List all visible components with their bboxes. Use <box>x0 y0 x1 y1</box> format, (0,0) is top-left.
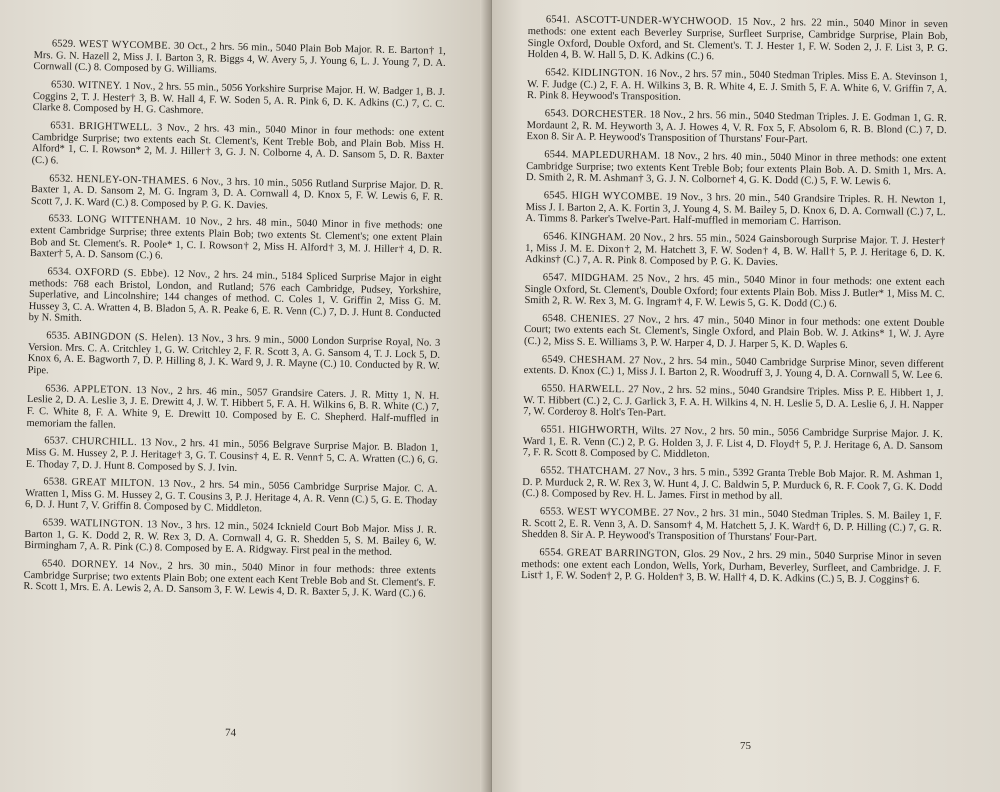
peal-number: 6552. <box>540 465 565 477</box>
peal-entry <box>523 383 943 424</box>
peal-number: 6539. <box>42 517 67 529</box>
peal-entry <box>23 558 436 601</box>
peal-details: 20 Nov., 2 hrs. 55 min., 5024 Gainsborough Surprise Major. T. J. Hester† 1, Miss J. M. E. Dixon† 2, M. Hatchett 3, F. W. Soden† 4, B. W. Hall† 5, P. J. Heritage 6, D. K. Adkins† (C.) 7, A. R. Pink 8. Composed by P. G. K. Davies. <box>524 231 946 269</box>
peal-place: THATCHAM. <box>567 465 632 478</box>
peal-entry <box>33 38 446 81</box>
peal-details: 27 Nov., 2 hrs. 52 mins., 5040 Grandsire Triples. Miss P. E. Hibbert 1, J. W. T. Hibbert (C.) 2, C. J. Garlick 3, F. A. H. Wilkins 4, N. H. Leslie 5, D. A. Leslie 6, J. H. Napper 7, W. Corderoy 8. Holt's Ten-Part. <box>523 384 944 420</box>
peal-entry <box>31 172 444 215</box>
peal-entry <box>30 213 443 267</box>
peal-entry <box>522 465 942 506</box>
peal-place: LONG WITTENHAM. <box>76 214 182 228</box>
peal-number: 6553. <box>539 505 565 518</box>
peal-entry <box>521 547 941 588</box>
peal-entry <box>24 517 437 560</box>
peal-details: 27 Nov., 2 hrs. 47 min., 5040 Minor in four methods: one extent Double Court; two extents each St. Clement's, Single Oxford, and Plain Bob. W. J. Atkins* 1, W. J. Ayre (C.) 2, Miss S. E. Williams 3, P. W. Harper 4, D. J. Harper 5, K. D. Waples 6. <box>523 313 945 352</box>
peal-number: 6551. <box>540 424 566 436</box>
peal-entry <box>525 231 945 272</box>
left-page <box>0 0 488 792</box>
peal-entry <box>28 330 441 384</box>
peal-number: 6547. <box>542 271 567 284</box>
peal-number: 6540. <box>41 558 66 570</box>
peal-place: BRIGHTWELL. <box>78 120 153 134</box>
peal-details: Wilts. 27 Nov., 2 hrs. 50 min., 5056 Cambridge Surprise Major. J. K. Ward 1, E. R. Venn (C.) 2, P. G. Holden 3, J. F. List 4, D. Floyd† 5, P. J. Heritage 6, A. D. Sansom 7, F. R. Scott 8. Composed by C. Middleton. <box>522 425 943 461</box>
peal-details: 16 Nov., 2 hrs. 57 min., 5040 Stedman Triples. Miss E. A. Stevinson 1, W. F. Judge (C.) 2, F. A. H. Wilkins 3, B. R. White 4, E. J. Smith 5, F. A. White 6, V. Griffin 7, A. R. Pink 8. Heywood's Transposition. <box>526 68 948 104</box>
page-number: 75 <box>740 740 751 752</box>
peal-number: 6531. <box>50 120 75 132</box>
peal-entry <box>29 266 442 332</box>
peal-number: 6530. <box>50 79 76 91</box>
peal-number: 6536. <box>45 383 70 395</box>
page-number: 74 <box>224 726 237 740</box>
peal-entry <box>526 108 946 149</box>
peal-place: OXFORD (S. Ebbe). <box>75 266 170 280</box>
peal-number: 6550. <box>541 383 566 395</box>
peal-details: 10 Nov., 2 hrs. 48 min., 5040 Minor in five methods: one extent Cambridge Surprise; three extents Plain Bob; two extents St. Clement's; one extent Plain Bob and St. Clement's. R. Poole* 1, C. I. Rowson† 2, Miss H. Alford† 3, M. J. Hiller† 4, D. R. Baxter† 5, A. D. Sansom (C.) 6. <box>29 216 443 262</box>
peal-entry <box>524 313 944 354</box>
peal-place: CHENIES. <box>570 313 620 325</box>
peal-number: 6543. <box>544 107 569 120</box>
right-page-column <box>521 14 948 593</box>
peal-number: 6542. <box>545 66 570 79</box>
peal-place: HIGHWORTH, <box>568 424 639 437</box>
peal-place: APPLETON. <box>73 383 132 396</box>
peal-entry <box>33 79 446 122</box>
peal-entry <box>525 190 945 231</box>
peal-details: 13 Nov., 2 hrs. 46 min., 5057 Grandsire Caters. J. R. Mitty 1, N. H. Leslie 2, D. A. Leslie 3, J. E. Drewitt 4, J. W. T. Hibbert 5, F. A. H. Wilkins 6, B. R. White (C.) 7, F. C. White 8, F. A. White 9, E. Drewitt 10. Composed by E. C. Shepherd. Half-muffled in memoriam the fallen. <box>26 384 440 431</box>
peal-place: ASCOTT-UNDER-WYCHWOOD. <box>575 14 733 28</box>
peal-entry <box>32 120 445 174</box>
peal-details: 6 Nov., 3 hrs. 10 min., 5056 Rutland Surprise Major. D. R. Baxter 1, A. D. Sansom 2, M. G. Ingram 3, D. A. Cornwall 4, D. Knox 5, F. W. Lewis 6, F. R. Scott 7, J. K. Ward (C.) 8. Composed by P. G. K. Davies. <box>30 175 444 212</box>
peal-number: 6541. <box>545 14 571 26</box>
peal-details: 27 Nov., 3 hrs. 5 min., 5392 Granta Treble Bob Major. R. M. Ashman 1, D. P. Murduck 2, R. W. Rex 3, W. Hunt 4, J. C. Baldwin 5, P. Murduck 6, R. F. Cook 7, G. K. Dodd (C.) 8. Composed by Rev. H. L. James. First in method by all. <box>522 466 943 503</box>
peal-number: 6554. <box>539 546 564 559</box>
peal-entry <box>523 424 943 465</box>
peal-number: 6537. <box>44 435 69 448</box>
peal-details: 27 Nov., 2 hrs. 54 min., 5040 Cambridge Surprise Minor, seven different extents. D. Knox (C.) 1, Miss J. I. Barton 2, R. Woodruff 3, J. Young 4, D. A. Cornwall 5, W. Lee 6. <box>523 354 944 382</box>
peal-place: DORCHESTER. <box>571 108 647 121</box>
peal-details: 14 Nov., 2 hrs. 30 min., 5040 Minor in four methods: three extents Cambridge Surprise; two extents Plain Bob; one extent each Kent Treble Bob and St. Clement's. F. R. Scott 1, Mrs. E. A. Lewis 2, A. D. Sansom 3, F. W. Lewis 4, D. R. Baxter 5, J. K. Ward (C.) 6. <box>23 560 436 601</box>
peal-details: 18 Nov., 2 hrs. 40 min., 5040 Minor in three methods: one extent Cambridge Surprise; two extents Kent Treble Bob; four extents Plain Bob. A. D. Smith 1, Mrs. A. D. Smith 2, R. M. Ashman† 3, G. J. N. Colborne† 4, G. K. Dodd (C.) 5, F. W. Lewis 6. <box>525 150 947 188</box>
peal-place: WITNEY. <box>77 79 123 92</box>
peal-place: KIDLINGTON. <box>572 67 644 80</box>
peal-place: HIGH WYCOMBE. <box>571 190 663 203</box>
peal-details: 13 Nov., 2 hrs. 41 min., 5056 Belgrave Surprise Major. B. Bladon 1, Miss G. M. Hussey 2, P. J. Heritage† 3, G. T. Cousins† 4, E. R. Venn† 5, C. A. Wratten (C.) 6, G. E. Thoday 7, D. J. Hunt 8. Composed by S. J. Ivin. <box>25 437 439 474</box>
peal-place: WATLINGTON. <box>69 518 144 531</box>
peal-place: ABINGDON (S. Helen). <box>73 331 185 345</box>
peal-place: CHESHAM. <box>569 354 626 366</box>
peal-number: 6545. <box>543 189 568 202</box>
left-page-column <box>23 38 446 607</box>
right-page <box>492 0 1000 792</box>
peal-details: 12 Nov., 2 hrs. 24 min., 5184 Spliced Surprise Major in eight methods: 768 each Bristol, London, and Rutland; 576 each Cambridge, Pudsey, Yorkshire, Superlative, and Lincolnshire; 144 changes of method. C. Coles 1, V. Griffin 2, Miss G. M. Hussey 3, C. A. Wratten 4, B. Bladon 5, A. R. Peake 6, E. R. Venn (C.) 7, D. J. Hunt 8. Conducted by N. Smith. <box>28 268 442 325</box>
peal-number: 6534. <box>47 266 72 278</box>
peal-details: 18 Nov., 2 hrs. 56 min., 5040 Stedman Triples. J. E. Godman 1, G. R. Mordaunt 2, R. M. Heyworth 3, A. J. Howes 4, V. R. Fox 5, F. Absolom 6, R. B. Blond (C.) 7, D. Exon 8. Sir A. P. Heywood's Transposition of Thurstans' Four-Part. <box>526 109 947 146</box>
peal-details: 15 Nov., 2 hrs. 22 min., 5040 Minor in seven methods: one extent each Beverley Surprise, Surfleet Surprise, Cambridge Surprise, Plain Bob, Single Oxford, Double Oxford, and St. Clement's. T. J. Hester 1, F. W. Soden 2, J. F. List 3, P. G. Holden 4, B. W. Hall 5, D. K. Adkins (C.) 6. <box>527 16 948 63</box>
peal-place: WEST WYCOMBE. <box>78 38 171 52</box>
peal-place: GREAT BARRINGTON, <box>566 547 681 560</box>
peal-number: 6538. <box>43 476 68 489</box>
peal-place: DORNEY. <box>71 559 119 571</box>
peal-place: MAPLEDURHAM. <box>571 149 661 162</box>
peal-number: 6549. <box>541 353 566 366</box>
peal-entry <box>526 149 946 190</box>
peal-entry <box>527 67 947 108</box>
peal-entry <box>26 383 439 437</box>
peal-number: 6548. <box>542 312 567 325</box>
peal-place: WEST WYCOMBE. <box>567 506 660 519</box>
peal-details: 19 Nov., 3 hrs. 20 min., 540 Grandsire Triples. R. H. Newton 1, Miss J. I. Barton 2, A. K. Fortin 3, J. Young 4, S. M. Bailey 5, D. Knox 6, D. A. Cornwall (C.) 7, L. A. Timms 8. Parker's Twelve-Part. Half-muffled in memoriam C. Harrison. <box>525 191 946 229</box>
peal-details: 13 Nov., 2 hrs. 54 min., 5056 Cambridge Surprise Major. C. A. Wratten 1, Miss G. M. Hussey 2, G. T. Cousins 3, P. J. Heritage 4, A. R. Venn (C.) 5, G. E. Thoday 6, D. J. Hunt 7, V. Griffin 8. Composed by C. Middleton. <box>24 478 438 515</box>
peal-details: Glos. 29 Nov., 2 hrs. 29 min., 5040 Surprise Minor in seven methods: one extent each London, Wells, York, Durham, Beverley, Surfleet, and Cambridge. J. F. List† 1, F. W. Soden† 2, P. G. Holden† 3, B. W. Hall† 4, D. K. Adkins (C.) 5, B. J. Coggins† 6. <box>521 548 942 587</box>
peal-details: 3 Nov., 2 hrs. 43 min., 5040 Minor in four methods: one extent Cambridge Surprise; two extents each St. Clement's, Kent Treble Bob, and Plain Bob. Miss H. Alford* 1, C. I. Rowson* 2, M. J. Hiller† 3, G. J. N. Colborne 4, A. D. Sansom 5, D. R. Baxter (C.) 6. <box>31 122 445 167</box>
peal-number: 6532. <box>49 172 74 185</box>
peal-place: KINGHAM. <box>570 231 627 243</box>
peal-place: CHURCHILL. <box>71 436 138 449</box>
peal-number: 6533. <box>48 213 73 226</box>
peal-details: 30 Oct., 2 hrs. 56 min., 5040 Plain Bob Major. R. E. Barton† 1, Mrs. G. N. Hazell 2, Miss J. I. Barton 3, R. Biggs 4, W. Avery 5, J. Young 6, L. J. Young 7, D. A. Cornwall (C.) 8. Composed by G. Williams. <box>33 40 446 76</box>
peal-number: 6546. <box>543 230 568 243</box>
peal-place: HARWELL. <box>568 383 625 396</box>
peal-details: 27 Nov., 2 hrs. 31 min., 5040 Stedman Triples. S. M. Bailey 1, F. R. Scott 2, E. R. Venn 3, A. D. Sansom† 4, M. Hatchett 5, J. K. Ward† 6, D. P. Hilling (C.) 7, G. R. Shedden 8. Sir A. P. Heywood's Transposition of Thurstans' Four-Part. <box>521 507 942 544</box>
peal-entry <box>26 435 439 478</box>
peal-entry <box>522 506 942 547</box>
peal-details: 1 Nov., 2 hrs. 55 min., 5056 Yorkshire Surprise Major. H. W. Badger 1, B. J. Coggins 2, T. J. Hester† 3, B. W. Hall 4, F. W. Soden 5, A. R. Pink 6, D. K. Adkins (C.) 7, C. C. Clarke 8. Composed by H. G. Cashmore. <box>32 80 446 117</box>
peal-place: HENLEY-ON-THAMES. <box>76 173 190 187</box>
peal-entry <box>524 354 944 383</box>
peal-number: 6544. <box>544 148 569 161</box>
peal-number: 6535. <box>46 330 71 342</box>
peal-entry <box>527 14 948 66</box>
peal-number: 6529. <box>51 38 76 50</box>
peal-place: GREAT MILTON. <box>71 477 155 490</box>
peal-entry <box>25 476 438 519</box>
peal-place: MIDGHAM. <box>571 272 629 284</box>
peal-details: 13 Nov., 3 hrs. 9 min., 5000 London Surprise Royal, No. 3 Version. Mrs. C. A. Critchley 1, G. W. Critchley 2, F. R. Scott 3, A. G. Sansom 4, T. J. Lock 5, D. Knox 6, A. E. Bagworth 7, D. P. Hilling 8, J. K. Ward 9, J. R. Mayne (C.) 10. Conducted by R. W. Pipe. <box>27 333 441 377</box>
peal-details: 13 Nov., 3 hrs. 12 min., 5024 Icknield Court Bob Major. Miss J. R. Barton 1, G. K. Dodd 2, R. W. Rex 3, D. A. Cornwall 4, G. R. Shedden 5, S. M. Bailey 6, W. Birmingham 7, A. R. Pink (C.) 8. Composed by E. A. Ridgway. First peal in the method. <box>24 519 437 559</box>
peal-details: 25 Nov., 2 hrs. 45 min., 5040 Minor in four methods: one extent each Single Oxford, St. Clement's, Double Oxford; four extents Plain Bob. Miss J. Butler* 1, Miss M. C. Smith 2, R. W. Rex 3, M. G. Ingram† 4, F. W. Lewis 5, G. K. Dodd (C.) 6. <box>524 273 945 311</box>
peal-entry <box>524 272 944 313</box>
